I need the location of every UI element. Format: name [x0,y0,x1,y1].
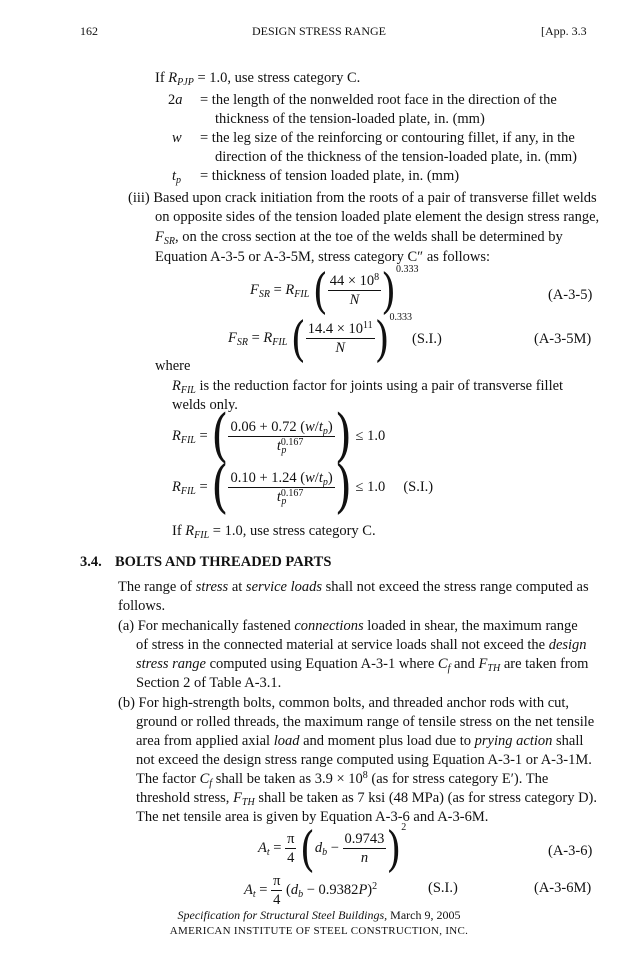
footer-date: March 9, 2005 [390,908,461,922]
intro-line-1: The range of stress at service loads shall not exceed the stress range computed as [118,579,589,595]
eq-label-a-3-6: (A-3-6) [548,843,593,859]
eq-label-a-3-5: (A-3-5) [548,287,593,303]
item-b-line-4: not exceed the design stress range computed using Equation A-3-1 or A-3-1M. [136,752,592,768]
equation-a-3-5m: $F_{SR} = R_{FIL}$ ( $\frac{14.4 \times 10^{11}}{N}$ )$^{0.333}$ [228,311,412,367]
def-w-symbol: w [172,130,182,146]
footer-line-2: AMERICAN INSTITUTE OF STEEL CONSTRUCTION, INC. [169,925,469,937]
iii-line-2: on opposite sides of the tension loaded plate element the design stress range, [155,209,600,225]
page-number: 162 [80,24,98,38]
iii-line-3: $F_{SR}$, on the cross section at the toe of the welds shall be determined by [155,229,563,247]
equation-a-3-6: $A_t$ = $\frac{\pi}{4}$ ($d_b$ − $\frac{0.9743}{n}$ )$^2$ [258,821,407,877]
eq-label-a-3-6m: (A-3-6M) [534,880,592,896]
section-number: 3.4. [80,554,102,570]
rfil-desc-1: $R_{FIL}$ is the reduction factor for joints using a pair of transverse fillet [172,378,564,396]
rfil-desc-2: welds only. [172,397,238,413]
iii-line-1: (iii) Based upon crack initiation from the roots of a pair of transverse fillet welds [128,190,597,206]
where-word: where [155,358,191,374]
item-b-line-5: The factor $C_f$ shall be taken as $3.9 \times 10^8$ (as for stress category E′). The [136,770,549,789]
def-2a-text-2: thickness of the tension-loaded plate, in. (mm) [215,111,485,127]
equation-rfil-2: $R_{FIL}$ = ( $\frac{0.10 + 1.24 (w/t_p)}{t^{0.167}_p}$ ) ≤ 1.0 (S.I.) [172,453,434,520]
eq-si-a-3-5m: (S.I.) [412,331,442,347]
def-w-text-1: = the leg size of the reinforcing or contouring fillet, if any, in the [200,130,575,146]
iii-line-4: Equation A-3-5 or A-3-5M, stress category C″ as follows: [155,249,491,265]
item-b-line-1: (b) For high-strength bolts, common bolts, and threaded anchor rods with cut, [118,695,570,711]
def-tp-symbol: $t_p$ [172,168,182,186]
item-a-line-4: Section 2 of Table A-3.1. [136,675,282,691]
def-w-text-2: direction of the thickness of the tension-loaded plate, in. (mm) [215,149,577,165]
eq-si-a-3-6m: (S.I.) [428,880,458,896]
item-a-line-1: (a) For mechanically fastened connections loaded in shear, the maximum range [118,618,578,634]
def-2a-text-1: = the length of the nonwelded root face in the direction of the [200,92,557,108]
item-b-line-7: The net tensile area is given by Equation A-3-6 and A-3-6M. [136,809,489,825]
if-rfil-line: If $R_{FIL} = 1.0$, use stress category C. [172,523,376,541]
footer-spec-title: Specification for Structural Steel Buildings, [177,908,388,922]
def-2a-symbol: 2a [168,92,183,108]
item-a-line-3: stress range computed using Equation A-3-1 where $C_f$ and $F_{TH}$ are taken from [136,656,589,674]
item-b-line-6: threshold stress, $F_{TH}$ shall be taken as 7 ksi (48 MPa) (as for stress category D). [136,790,597,808]
intro-line-2: follows. [118,598,166,614]
eq-si-rfil-2: (S.I.) [403,479,434,495]
def-tp-text: = thickness of tension loaded plate, in. (mm) [200,168,460,184]
item-a-line-2: of stress in the connected material at service loads shall not exceed the design [136,637,587,653]
running-title: DESIGN STRESS RANGE [251,24,386,38]
equation-a-3-6m: $A_t$ = $\frac{\pi}{4}$ $(d_b - 0.9382P)^2$ [244,873,378,908]
if-rpjp-line: If $R_{PJP} = 1.0$, use stress category C. [155,70,361,88]
item-b-line-2: ground or rolled threads, the maximum range of tensile stress on the net tensile [136,714,595,730]
eq-label-a-3-5m: (A-3-5M) [534,331,592,347]
equation-rfil-1: $R_{FIL}$ = ( $\frac{0.06 + 0.72 (w/t_p)}{t^{0.167}_p}$ ) ≤ 1.0 [172,402,386,469]
equation-a-3-5: $F_{SR} = R_{FIL}$ ( $\frac{44 \times 10^8}{N}$ )$^{0.333}$ [250,263,419,319]
section-ref: [App. 3.3 [541,24,587,38]
footer-line-1 [0,908,638,923]
section-title: BOLTS AND THREADED PARTS [115,554,332,570]
item-b-line-3: area from applied axial load and moment plus load due to prying action shall [136,733,584,749]
